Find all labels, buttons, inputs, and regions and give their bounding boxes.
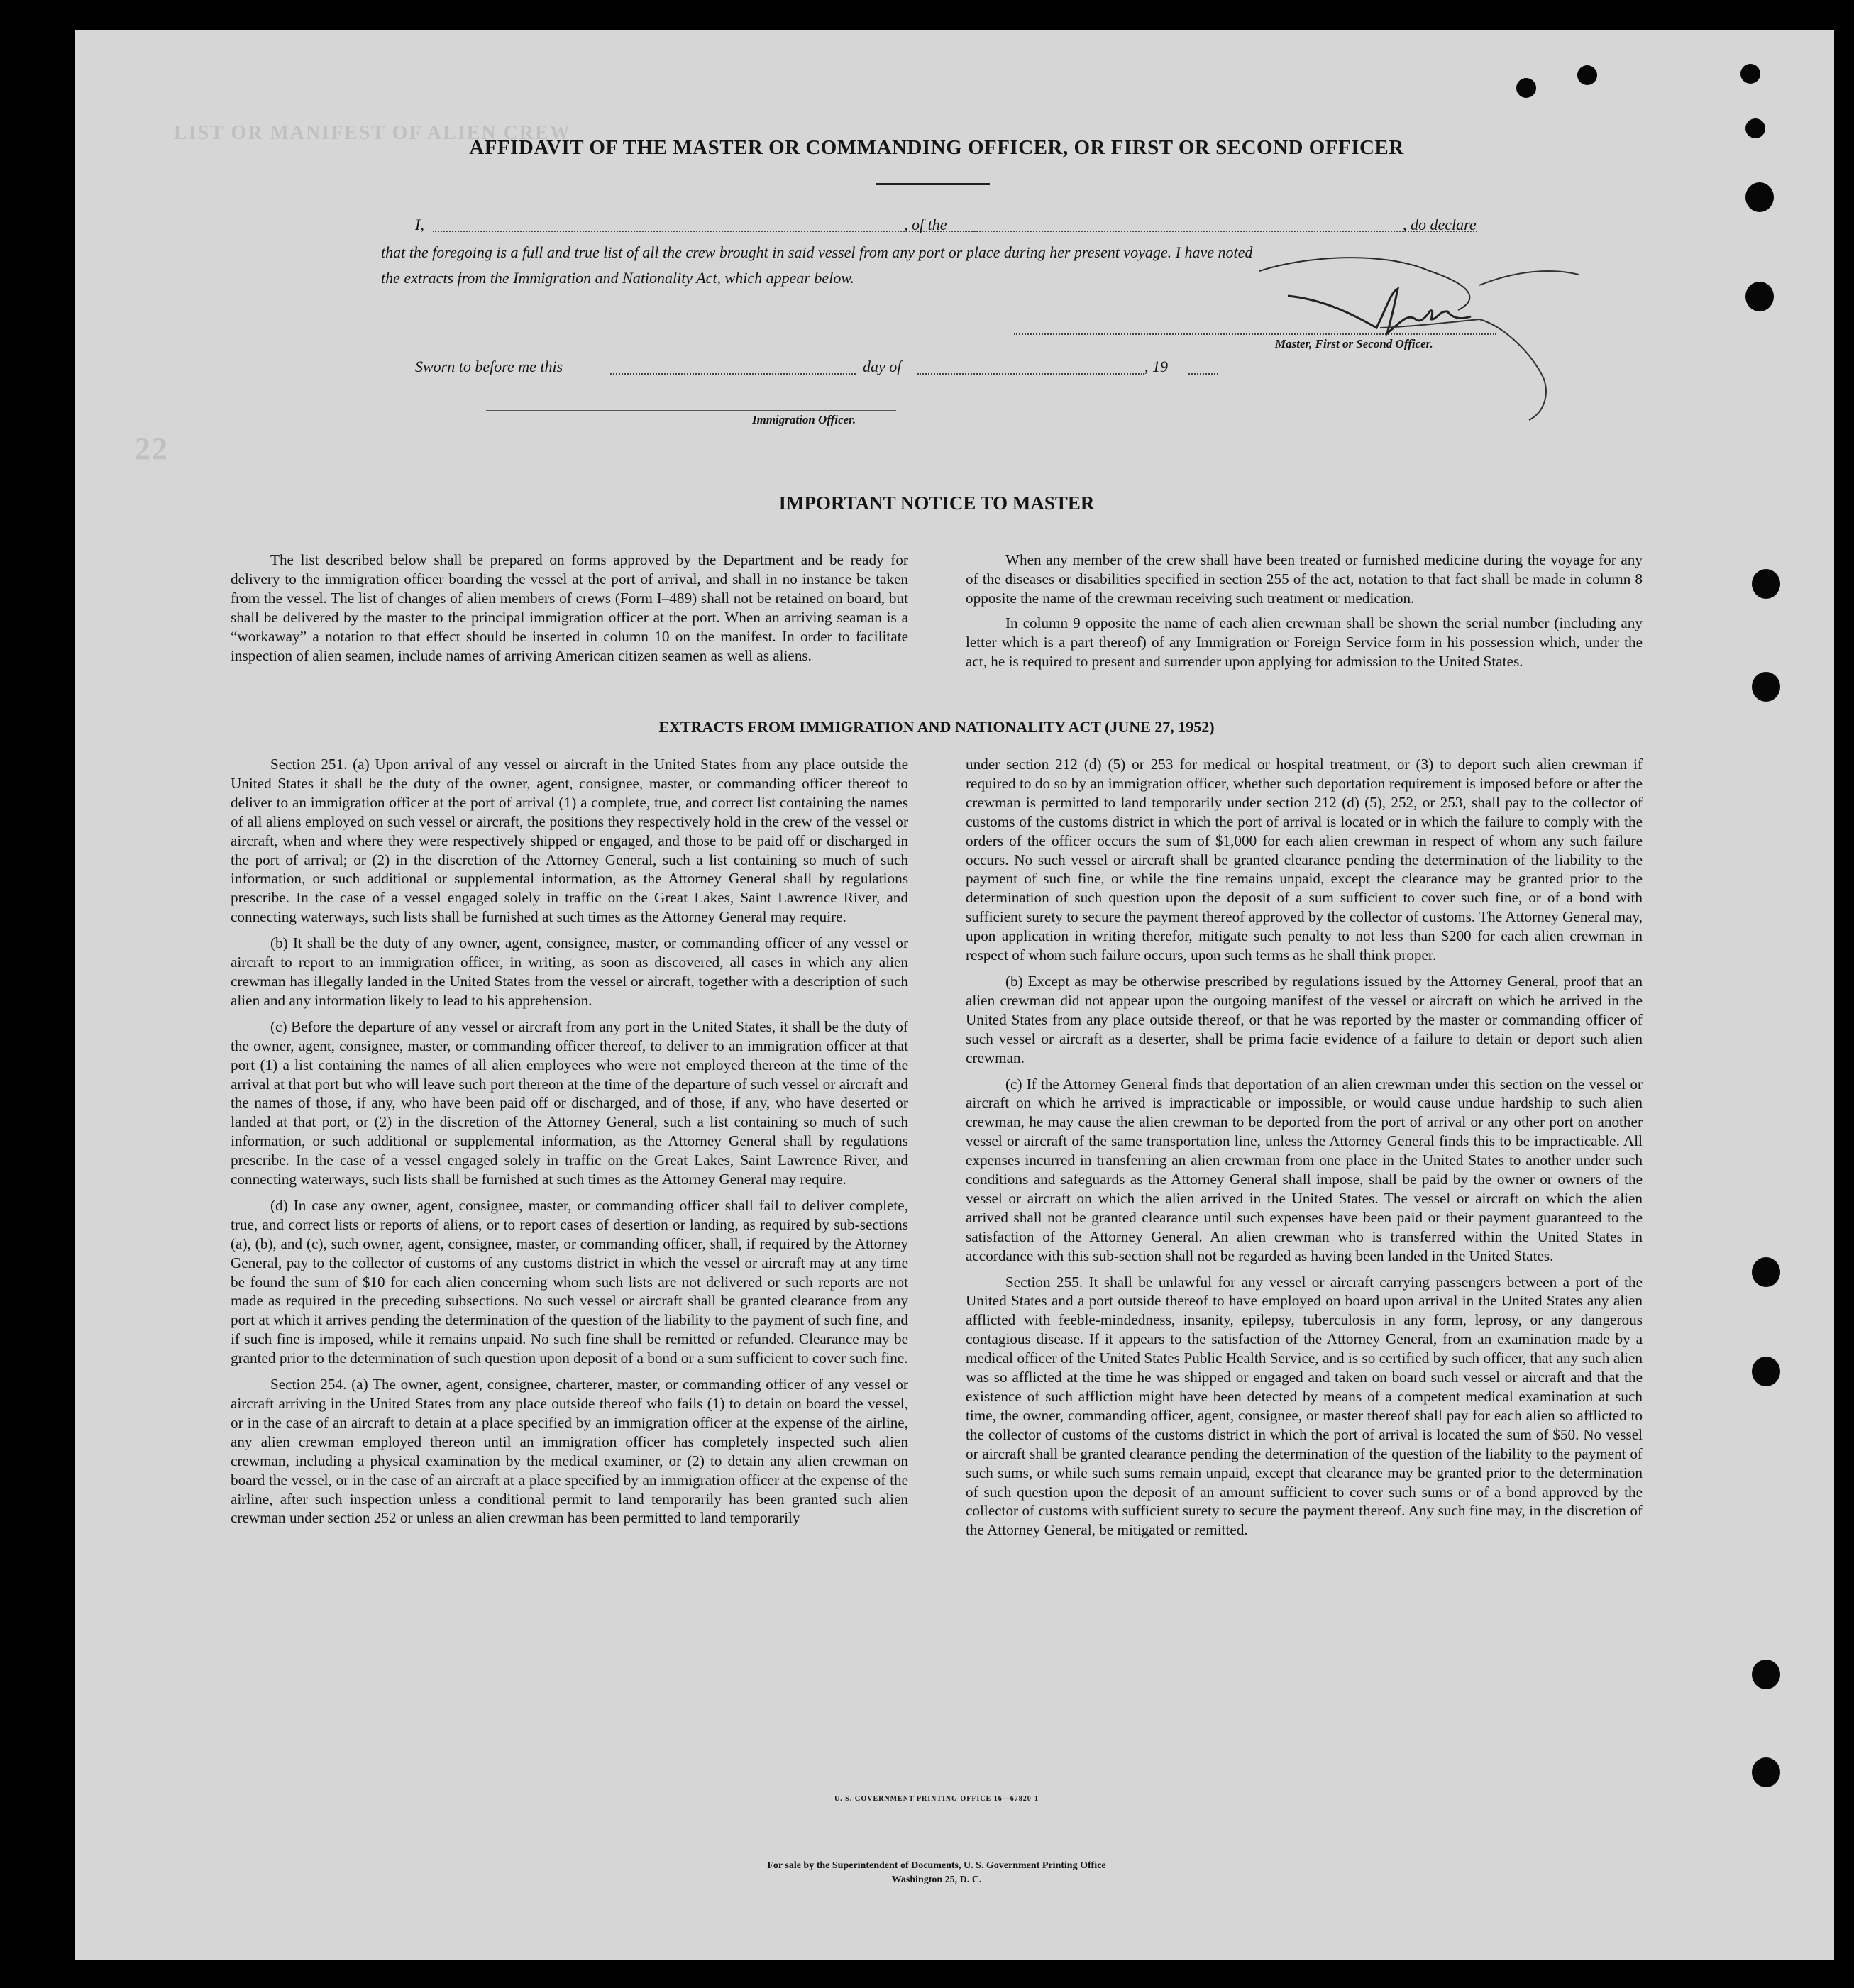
section-254-a: Section 254. (a) The owner, agent, consignee, charterer, master, or commanding officer of any vessel or aircraft arriving in the United States from any place outside thereof who fails (1) to detain on board the vessel, or in the case of an aircraft to detain at a place specified by an immigration officer at the expense of the airline, any alien crewman employed thereon until an immigration officer has completely inspected such alien crewman, including a physical examination by the medical examiner, or (2) to detain any alien crewman on board the vessel, or in the case of an aircraft at a place specified by an immigration officer at the expense of the airline, after such inspection unless a conditional permit to land temporarily has been granted such alien crewman under section 252 or unless an alien crewman has been permitted to land temporarily [231, 1376, 908, 1527]
extracts-title: EXTRACTS FROM IMMIGRATION AND NATIONALITY ACT (JUNE 27, 1952) [658, 718, 1215, 736]
declarant-label: I, [415, 216, 424, 233]
punch-hole [1752, 672, 1780, 702]
sale-notice-line-2: Washington 25, D. C. [891, 1874, 982, 1885]
officer-signature-line[interactable] [486, 410, 896, 411]
master-signature [1245, 243, 1614, 427]
section-254-a-continued: under section 212 (d) (5) or 253 for medical or hospital treatment, or (3) to deport such alien crewman if required to do so by an immigration officer, whether such deportation requirement is imposed before or after the crewman is permitted to land temporarily under section 212 (d) (5), 252, or 253, shall pay to the collector of customs of the customs district in which the port of arrival is located or in which the failure to comply with the orders of the officer occurs the sum of $1,000 for each alien crewman in respect of whom any such failure occurs. No such vessel or aircraft shall be granted clearance pending the determination of the liability to the payment of such fine, or while the fine remains unpaid, except the clearance may be granted prior to the determination of such question upon the deposit of a sum sufficient to cover such fine, or of a bond with sufficient surety to secure the payment thereof approved by the collector of customs. The Attorney General may, upon application in writing therefor, mitigate such penalty to not less than $200 for each alien crewman in respect of whom such failure occurs, upon such terms as he shall think proper. [966, 756, 1643, 964]
officer-caption: Immigration Officer. [752, 413, 856, 426]
punch-hole [1752, 1757, 1780, 1787]
section-254-c: (c) If the Attorney General finds that deportation of an alien crewman under this section on the vessel or aircraft on which he arrived is impracticable or impossible, or would cause undue hardship to such alien crewman, he may cause the alien crewman to be deported from the port of arrival or any other port on another vessel or aircraft of the same transportation line, unless the Attorney General finds this to be impracticable. All expenses incurred in transferring an alien crewman from one place in the United States to another under such conditions and safeguards as the Attorney General shall impose, shall be paid by the owner or owners of the vessel or aircraft on which the alien arrived in the United States. The vessel or aircraft on which the alien arrived shall not be granted clearance until such expenses have been paid or their payment guaranteed to the satisfaction of the Attorney General. An alien crewman who is transferred within the United States in accordance with this sub-section shall not be regarded as having been landed in the United States. [966, 1075, 1643, 1264]
bleed-through-number: 22 [135, 431, 169, 466]
punch-hole [1577, 65, 1597, 85]
extracts-right-column [966, 755, 1643, 1547]
punch-hole [1745, 182, 1774, 212]
form-page [75, 30, 1834, 1960]
punch-hole [1745, 118, 1765, 138]
notice-left-paragraph: The list described below shall be prepared on forms approved by the Department and be ready for delivery to the immigration officer boarding the vessel at the port of arrival, and shall in no instance be taken from the vessel. The list of changes of alien members of crews (Form I–489) shall not be retained on board, but shall be delivered by the master to the principal immigration officer at the port. When an arriving seaman is a “workaway” a notation to that effect should be inserted in column 10 on the manifest. In order to facilitate inspection of alien seamen, include names of arriving American citizen seamen as well as aliens. [231, 551, 908, 664]
sworn-day-field[interactable] [610, 373, 856, 375]
of-the-label: , of the [904, 216, 947, 233]
gpo-imprint: U. S. GOVERNMENT PRINTING OFFICE 16—67820-1 [834, 1795, 1039, 1803]
notice-right-paragraph-2: In column 9 opposite the name of each alien crewman shall be shown the serial number (including any letter which is a part thereof) of any Immigration or Foreign Service form in his possession which, under the act, he is required to present and surrender upon applying for admission to the United States. [966, 614, 1643, 670]
affidavit-title: AFFIDAVIT OF THE MASTER OR COMMANDING OFFICER, OR FIRST OR SECOND OFFICER [469, 136, 1404, 159]
section-251-d: (d) In case any owner, agent, consignee, master, or commanding officer shall fail to deliver complete, true, and correct lists or reports of aliens, or to report cases of desertion or landing, as required by sub-sections (a), (b), and (c), such owner, agent, consignee, master, or commanding officer, shall, if required by the Attorney General, pay to the collector of customs of any customs district in which the vessel or aircraft may at any time be found the sum of $10 for each alien concerning whom such lists are not delivered or such reports are not made as required in the preceding subsections. No such vessel or aircraft shall be granted clearance from any port at which it arrives pending the determination of the question of the liability to the payment of such fine, and if such fine is imposed, while it remains unpaid. No such fine shall be remitted or refunded. Clearance may be granted prior to the determination of such question upon deposit of a bond or a sum sufficient to cover such fine. [231, 1196, 908, 1367]
year-label: , 19 [1144, 358, 1168, 375]
punch-hole [1740, 64, 1760, 84]
sworn-year-field[interactable] [1188, 373, 1218, 375]
notice-title: IMPORTANT NOTICE TO MASTER [778, 492, 1095, 514]
notice-left-column [231, 551, 908, 670]
bleed-through-text: LIST OR MANIFEST OF ALIEN CREW [174, 122, 571, 144]
title-rule [876, 183, 990, 185]
day-of-label: day of [863, 358, 902, 375]
section-254-b: (b) Except as may be otherwise prescribed by regulations issued by the Attorney General, proof that an alien crewman did not appear upon the outgoing manifest of the vessel or aircraft on which he arrived in the United States from any place outside thereof, or that he was reported by the master or commanding officer of such vessel or aircraft as a deserter, shall be prima facie evidence of a failure to detain or deport such alien crewman. [966, 972, 1643, 1066]
punch-hole [1516, 78, 1536, 98]
punch-hole [1752, 1660, 1780, 1689]
declarant-name-field[interactable] [433, 231, 978, 232]
do-declare-label: , do declare [1403, 216, 1477, 233]
notice-right-paragraph-1: When any member of the crew shall have been treated or furnished medicine during the voyage for any of the diseases or disabilities specified in section 255 of the act, notation to that fact shall be made in column 8 opposite the name of the crewman receiving such treatment or medication. [966, 551, 1643, 607]
master-caption: Master, First or Second Officer. [1275, 337, 1433, 350]
section-251-c: (c) Before the departure of any vessel or aircraft from any port in the United States, it shall be the duty of the owner, agent, consignee, master, or commanding officer thereof, to deliver to an immigration officer at that port (1) a list containing the names of all alien employees who were not employed thereon at the time of the arrival at that port but who will leave such port thereon at the time of the departure of such vessel or aircraft and the names of those, if any, who have been paid off or discharged, and of those, if any, who have deserted or landed at that port, or (2) in the discretion of the Attorney General, such a list containing so much of such information, or such additional or supplemental information, as the Attorney General shall by regulations prescribe. In the case of a vessel engaged solely in traffic on the Great Lakes, Saint Lawrence River, and connecting waterways, such lists shall be furnished at such times as the Attorney General may require. [231, 1017, 908, 1188]
sale-notice-line-1: For sale by the Superintendent of Documents, U. S. Government Printing Office [767, 1860, 1106, 1871]
section-255: Section 255. It shall be unlawful for any vessel or aircraft carrying passengers between a port of the United States and a port outside thereof to have employed on board upon arrival in the United States any alien afflicted with feeble-mindedness, insanity, epilepsy, tuberculosis in any form, leprosy, or any dangerous contagious disease. If it appears to the satisfaction of the Attorney General, from an examination made by a medical officer of the United States Public Health Service, and is so certified by such officer, that any such alien was so afflicted at the time he was shipped or engaged and taken on board such vessel or aircraft and that the existence of such affliction might have been detected by means of a competent medical examination at such time, the owner, commanding officer, agent, consignee, or master thereof shall pay for each alien so afflicted to the collector of customs of the customs district in which the port of arrival is located the sum of $50. No vessel or aircraft shall be granted clearance pending the determination of the question of the liability to the payment of such sums, or while such sums remain unpaid, except that clearance may be granted prior to the determination of such question upon the deposit of an amount sufficient to cover such sums or of a bond approved by the collector of customs with sufficient surety to secure the payment thereof. Any such fine may, in the discretion of the Attorney General, be mitigated or remitted. [966, 1273, 1643, 1539]
sworn-label: Sworn to before me this [415, 358, 563, 375]
section-251-b: (b) It shall be the duty of any owner, agent, consignee, master, or commanding officer of any vessel or aircraft to report to an immigration officer, in writing, as soon as discovered, all cases in which any alien crewman has illegally landed in the United States from the vessel or aircraft, together with a description of such alien and any information likely to lead to his apprehension. [231, 934, 908, 1009]
sworn-month-field[interactable] [917, 373, 1144, 375]
punch-hole [1752, 1357, 1780, 1386]
notice-right-column [966, 551, 1643, 676]
punch-hole [1752, 569, 1780, 599]
section-251-a: Section 251. (a) Upon arrival of any vessel or aircraft in the United States from any place outside the United States it shall be the duty of the owner, agent, consignee, master, or commanding officer thereof to deliver to an immigration officer at the port of arrival (1) a complete, true, and correct list containing the names of all aliens employed on such vessel or aircraft, the positions they respectively hold in the crew of the vessel or aircraft, when and where they were respectively shipped or engaged, and those to be paid off or discharged in the port of arrival; or (2) in the discretion of the Attorney General, such a list containing so much of such information, or such additional or supplemental information, as the Attorney General shall by regulations prescribe. In the case of a vessel engaged solely in traffic on the Great Lakes, Saint Lawrence River, and connecting waterways, such lists shall be furnished at such times as the Attorney General may require. [231, 756, 908, 926]
declaration-line-3: the extracts from the Immigration and Nationality Act, which appear below. [381, 269, 854, 287]
declaration-line-2: that the foregoing is a full and true list of all the crew brought in said vessel from any port or place during her present voyage. I have noted [381, 243, 1253, 261]
punch-hole [1752, 1257, 1780, 1287]
punch-hole [1745, 282, 1774, 311]
extracts-left-column [231, 755, 908, 1535]
vessel-name-field[interactable] [963, 231, 1477, 232]
